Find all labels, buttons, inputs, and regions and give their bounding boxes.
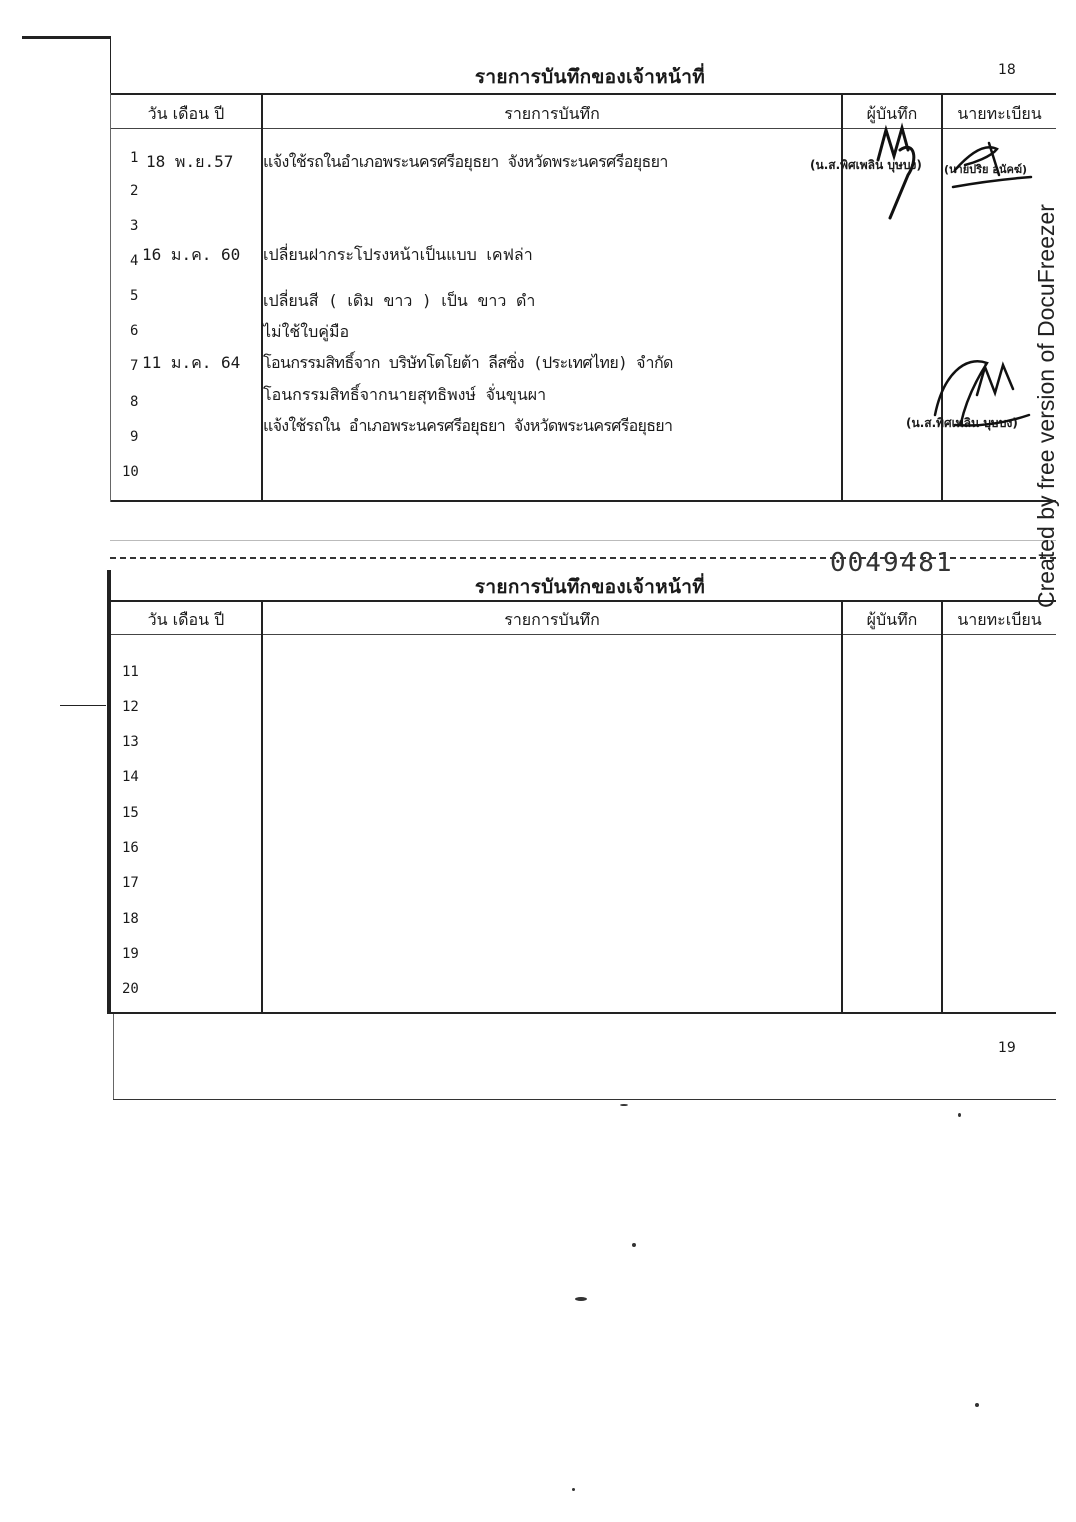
handwritten-signature — [925, 345, 1035, 445]
section-title: รายการบันทึกของเจ้าหน้าที่ — [474, 576, 706, 598]
header-recorder: ผู้บันทึก — [866, 104, 918, 123]
header-record: รายการบันทึก — [504, 104, 600, 123]
registrar-name: (นายปริย อนัคฆ์) — [944, 163, 1028, 176]
recorder-name: (น.ส.พิศเพลิน บุษบง) — [906, 416, 1018, 430]
row-number: 4 — [130, 253, 139, 269]
entry-text: เปลี่ยนฝากระโปรงหน้าเป็นแบบ เคฟล่า — [263, 245, 533, 264]
scan-speck — [632, 1243, 636, 1247]
row-number: 7 — [130, 358, 139, 374]
header-date: วัน เดือน ปี — [147, 610, 225, 629]
entry-text: โอนกรรมสิทธิ์จากนายสุทธิพงษ์ จั่นขุนผา — [263, 385, 547, 404]
row-number: 3 — [130, 218, 139, 234]
table-top-border — [110, 93, 1056, 95]
scan-speck — [975, 1403, 979, 1407]
recorder-name: (น.ส.พิศเพลิน บุษบง) — [810, 158, 922, 172]
entry-date: 16 ม.ค. 60 — [142, 245, 241, 264]
handwritten-signature — [860, 120, 940, 220]
watermark: Created by free version of DocuFreezer — [1033, 204, 1059, 608]
row-number: 15 — [122, 805, 139, 821]
entry-text: ไม่ใช้ใบคู่มือ — [263, 322, 350, 341]
row-number: 17 — [122, 875, 139, 891]
scan-mark — [22, 36, 110, 39]
scan-speck — [572, 1488, 575, 1491]
section-title: รายการบันทึกของเจ้าหน้าที่ — [474, 66, 706, 88]
page-number: 18 — [998, 62, 1016, 78]
serial-number: 0049481 — [830, 548, 954, 578]
fold-line — [110, 540, 1056, 541]
table-top-border — [110, 600, 1056, 602]
column-divider — [841, 93, 843, 502]
entry-date: 18 พ.ย.57 — [146, 152, 234, 171]
column-divider — [261, 600, 263, 1014]
row-number: 16 — [122, 840, 139, 856]
scan-mark — [60, 705, 106, 706]
header-record: รายการบันทึก — [504, 610, 600, 629]
row-number: 11 — [122, 664, 139, 680]
scan-speck — [620, 1104, 628, 1106]
column-divider — [841, 600, 843, 1014]
scan-mark — [110, 36, 111, 96]
row-number: 6 — [130, 323, 139, 339]
row-number: 18 — [122, 911, 139, 927]
entry-text: เปลี่ยนสี ( เดิม ขาว ) เป็น ขาว ดำ — [263, 291, 536, 310]
header-recorder: ผู้บันทึก — [866, 610, 918, 629]
table-bottom-border — [110, 1012, 1056, 1014]
handwritten-signature — [945, 135, 1035, 205]
row-number: 10 — [122, 464, 139, 480]
row-number: 14 — [122, 769, 139, 785]
header-registrar: นายทะเบียน — [957, 104, 1042, 123]
entry-text: โอนกรรมสิทธิ์จาก บริษัทโตโยต้า ลีสซิ่ง (ประเทศไทย) จำกัด — [263, 353, 673, 372]
row-number: 5 — [130, 288, 139, 304]
row-number: 9 — [130, 429, 139, 445]
page-number: 19 — [998, 1040, 1016, 1056]
header-registrar: นายทะเบียน — [957, 610, 1042, 629]
scan-speck — [575, 1297, 587, 1301]
entry-date: 11 ม.ค. 64 — [142, 353, 241, 372]
table-bottom-border — [110, 500, 1056, 502]
row-number: 8 — [130, 394, 139, 410]
scan-speck — [958, 1113, 961, 1117]
row-number: 19 — [122, 946, 139, 962]
table-left-border — [110, 93, 111, 502]
entry-text: แจ้งใช้รถในอำเภอพระนครศรีอยุธยา จังหวัดพระนครศรีอยุธยา — [263, 152, 668, 171]
row-number: 1 — [130, 150, 139, 166]
page-edge — [113, 1014, 114, 1100]
header-divider — [110, 634, 1056, 635]
row-number: 13 — [122, 734, 139, 750]
entry-text: แจ้งใช้รถใน อำเภอพระนครศรีอยุธยา จังหวัดพระนครศรีอยุธยา — [263, 416, 673, 435]
cut-line — [110, 557, 1056, 559]
column-divider — [941, 600, 943, 1014]
page-bottom-edge — [113, 1099, 1056, 1100]
header-date: วัน เดือน ปี — [147, 104, 225, 123]
row-number: 20 — [122, 981, 139, 997]
table-left-border — [107, 570, 111, 1014]
row-number: 2 — [130, 183, 139, 199]
row-number: 12 — [122, 699, 139, 715]
